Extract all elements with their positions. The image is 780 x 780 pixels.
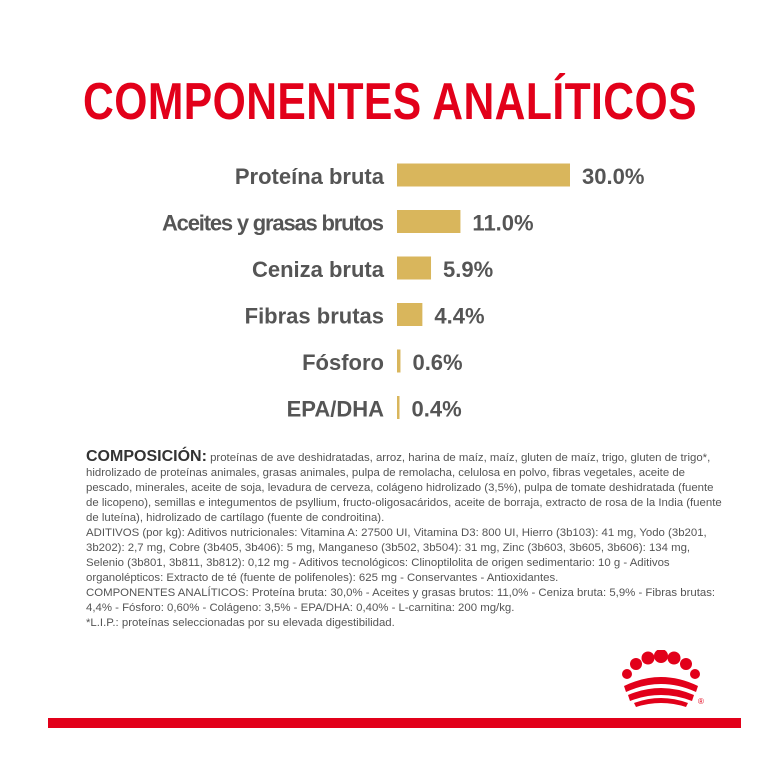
category-label: Proteína bruta bbox=[234, 164, 384, 189]
bar bbox=[397, 164, 570, 187]
crown-dot bbox=[642, 652, 655, 665]
category-label: Ceniza bruta bbox=[251, 257, 384, 282]
value-label: 30.0% bbox=[582, 164, 645, 189]
value-label: 5.9% bbox=[443, 257, 494, 282]
composition-heading: COMPOSICIÓN: bbox=[86, 448, 207, 465]
bar bbox=[397, 350, 400, 373]
additives-paragraph: ADITIVOS (por kg): Aditivos nutricionales: Vitamina A: 27500 UI, Vitamina D3: 800 UI, Hierro (3b103): 41 mg, Yodo (3b201, 3b202): 2,7 mg, Cobre (3b405, 3b406): 5 mg, Manganeso (3b502, 3b504): 31 mg, Zinc (3b603, 3b605, 3b606): 134 mg, Selenio (3b801, 3b811, 3b812): 0,12 mg - Aditivos tecnológicos: Clinoptilolita de origen sedimentario: 10 g - Aditivos organolépticos: Extracto de té (fuente de polifenoles): 625 mg - Conservantes - Antioxidantes. bbox=[86, 527, 707, 584]
royal-canin-crown-icon bbox=[618, 650, 704, 708]
page-title: COMPONENTES ANALÍTICOS bbox=[83, 73, 697, 131]
crown-dot bbox=[680, 658, 692, 670]
composition-ingredients: proteínas de ave deshidratadas, arroz, harina de maíz, maíz, gluten de maíz, trigo, gluten de trigo*, hidrolizado de proteínas animales, grasas animales, pulpa de remolacha, celulosa en polvo, fibras vegetales, aceite de pescado, minerales, aceite de soja, levadura de cerveza, colágeno hidrolizado (3,5%), pulpa de tomate deshidratada (fuente de licopeno), semillas e integumentos de psyllium, fructo-oligosacáridos, aceite de borraja, extracto de rosa de la India (fuente de luteína), hidrolizado de cartílago (fuente de condroitina). bbox=[86, 452, 722, 524]
category-label: Fósforo bbox=[302, 350, 384, 375]
composition-block bbox=[86, 449, 726, 631]
composition-paragraph bbox=[86, 449, 726, 526]
category-label: Aceites y grasas brutos bbox=[162, 210, 384, 236]
bar bbox=[397, 396, 400, 419]
value-label: 4.4% bbox=[434, 303, 485, 329]
crown-dot bbox=[622, 669, 632, 679]
value-label: 0.4% bbox=[411, 396, 462, 422]
crown-shape bbox=[622, 650, 700, 707]
category-label: EPA/DHA bbox=[286, 396, 384, 422]
value-label: 11.0% bbox=[472, 210, 534, 236]
bar bbox=[397, 257, 431, 280]
analytics-bar-chart bbox=[0, 140, 780, 430]
registered-mark: ® bbox=[698, 697, 704, 706]
crown-dot bbox=[654, 650, 668, 663]
footer-bar bbox=[48, 718, 741, 728]
crown-dot bbox=[668, 652, 681, 665]
bar bbox=[397, 210, 460, 233]
value-label: 0.6% bbox=[412, 350, 463, 375]
crown-dot bbox=[630, 658, 642, 670]
analytics-paragraph: COMPONENTES ANALÍTICOS: Proteína bruta: 30,0% - Aceites y grasas brutos: 11,0% - Ceniza bruta: 5,9% - Fibras brutas: 4,4% - Fósforo: 0,60% - Colágeno: 3,5% - EPA/DHA: 0,40% - L-carnitina: 200 mg/kg. bbox=[86, 587, 716, 614]
category-label: Fibras brutas bbox=[244, 303, 384, 329]
bar bbox=[397, 303, 422, 326]
footnote: *L.I.P.: proteínas seleccionadas por su elevada digestibilidad. bbox=[86, 617, 395, 629]
crown-band bbox=[634, 698, 688, 707]
crown-dot bbox=[690, 669, 700, 679]
